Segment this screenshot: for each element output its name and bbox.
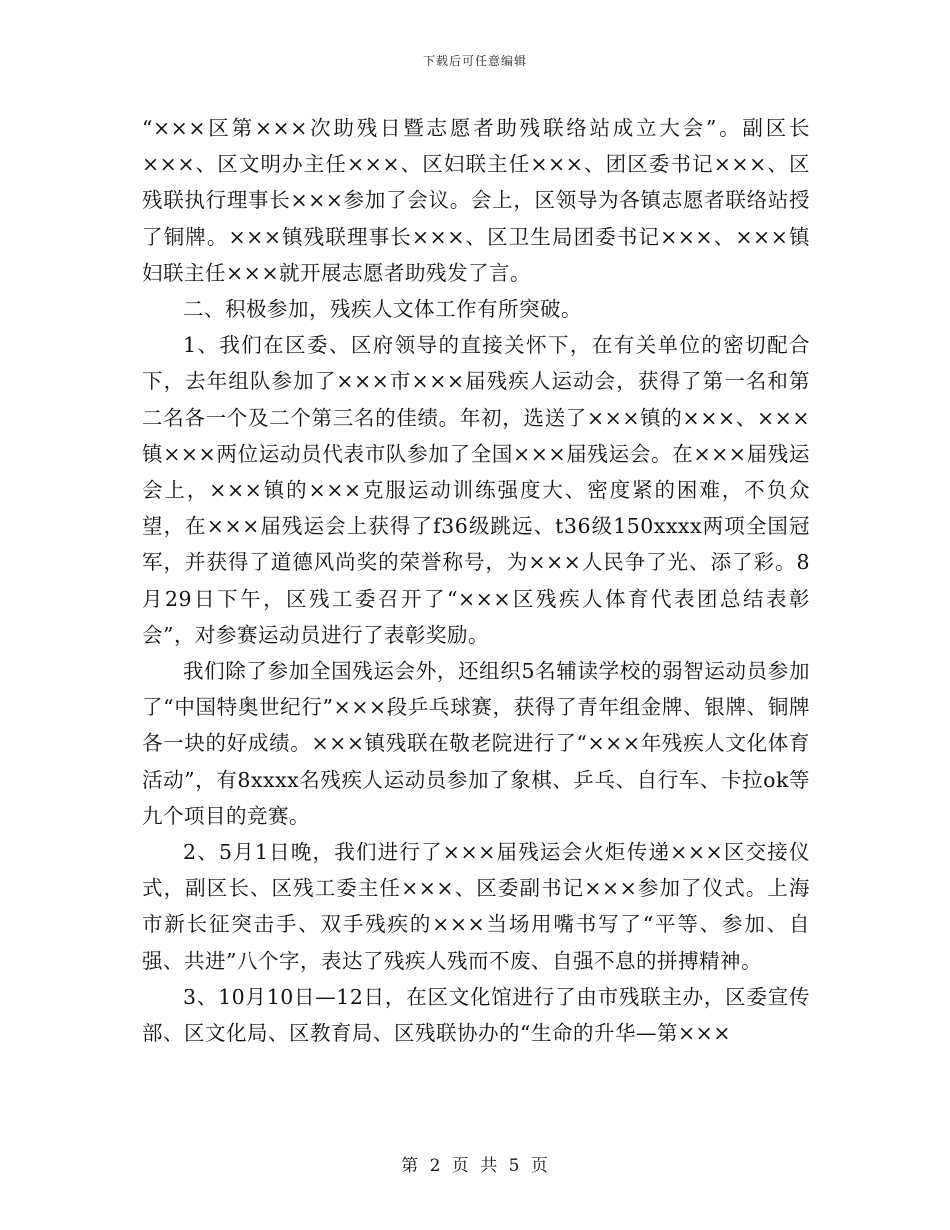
page-footer — [0, 1151, 950, 1176]
paragraph-continuation: “×××区第×××次助残日暨志愿者助残联络站成立大会”。副区长×××、区文明办主任×××、区妇联主任×××、团区委书记×××、区残联执行理事长×××参加了会议。会上，区领导为各镇志愿者联络站授了铜牌。×××镇残联理事长×××、区卫生局团委书记×××、×××镇妇联主任×××就开展志愿者助残发了言。 — [142, 116, 810, 285]
paragraph-special-olympics: 我们除了参加全国残运会外，还组织5名辅读学校的弱智运动员参加了“中国特奥世纪行”×××段乒乓球赛，获得了青年组金牌、银牌、铜牌各一块的好成绩。×××镇残联在敬老院进行了“×××年残疾人文化体育活动”，有8xxxx名残疾人运动员参加了象棋、乒乓、自行车、卡拉ok等九个项目的竞赛。 — [142, 659, 810, 828]
current-page-number: 2 — [429, 1156, 442, 1176]
footer-total-word: 共 — [480, 1156, 499, 1176]
footer-prefix: 第 — [401, 1156, 420, 1176]
footer-suffix: 页 — [530, 1156, 549, 1176]
paragraph-item-3: 3、10月10日—12日，在区文化馆进行了由市残联主办，区委宣传部、区文化局、区教育局、区残联协办的“生命的升华—第××× — [142, 984, 810, 1046]
page-header: 下载后可任意编辑 — [422, 54, 527, 68]
section-heading: 二、积极参加，残疾人文体工作有所突破。 — [183, 297, 582, 322]
paragraph-item-2: 2、5月1日晚，我们进行了×××届残运会火炬传递×××区交接仪式，副区长、区残工委主任×××、区委副书记×××参加了仪式。上海市新长征突击手、双手残疾的×××当场用嘴书写了“平等、参加、自强、共进”八个字，表达了残疾人残而不废、自强不息的拼搏精神。 — [142, 840, 810, 973]
document-body — [142, 110, 810, 1051]
total-page-count: 5 — [508, 1156, 521, 1176]
paragraph-item-1: 1、我们在区委、区府领导的直接关怀下，在有关单位的密切配合下，去年组队参加了×××市×××届残疾人运动会，获得了第一名和第二名各一个及二个第三名的佳绩。年初，选送了×××镇的×××、×××镇×××两位运动员代表市队参加了全国×××届残运会。在×××届残运会上，×××镇的×××克服运动训练强度大、密度紧的困难，不负众望，在×××届残运会上获得了f36级跳远、t36级150xxxx两项全国冠军，并获得了道德风尚奖的荣誉称号，为×××人民争了光、添了彩。8月29日下午，区残工委召开了“×××区残疾人体育代表团总结表彰会”，对参赛运动员进行了表彰奖励。 — [142, 333, 810, 647]
footer-page-word: 页 — [451, 1156, 470, 1176]
